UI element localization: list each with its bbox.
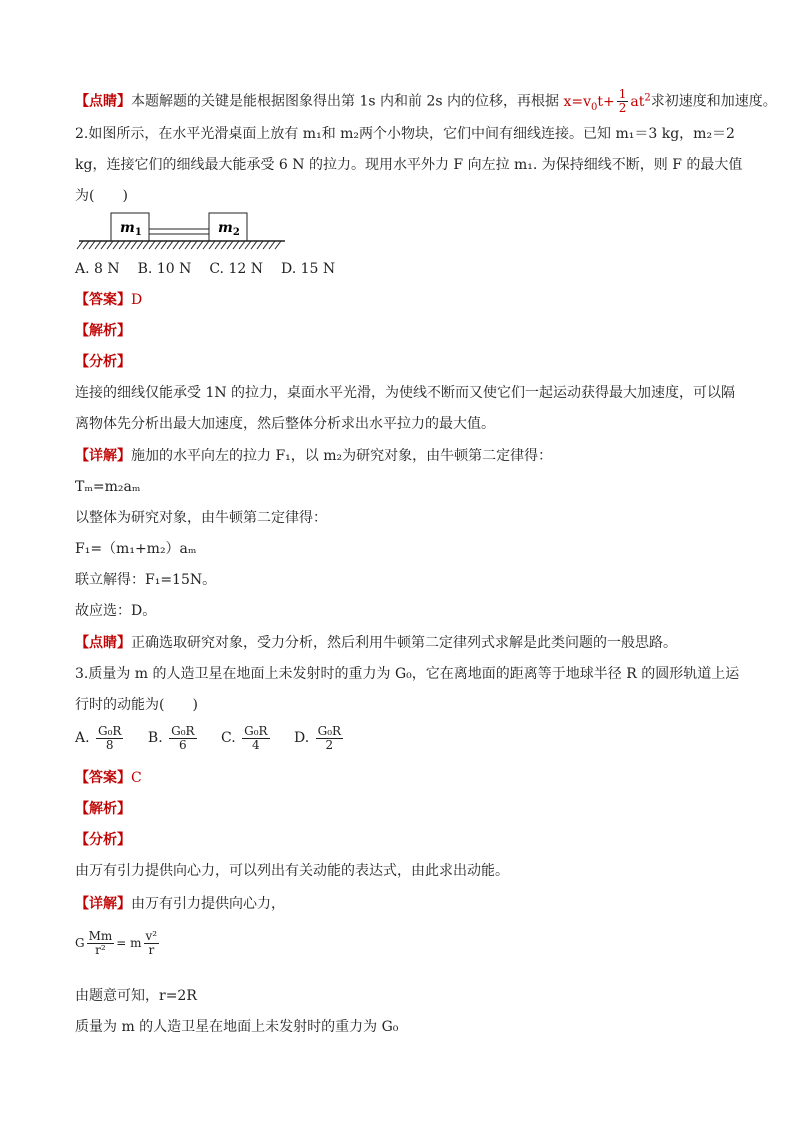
hatch-mark bbox=[155, 241, 161, 249]
q3-radius-line: 由题意可知，r=2R bbox=[75, 988, 197, 1004]
q3-fenxi-tag: 【分析】 bbox=[75, 832, 131, 848]
q3-option-a: A. $\frac{\text{G₀R}}{8}$ bbox=[75, 723, 122, 752]
q2-solve-line: 联立解得：F₁=15N。 bbox=[75, 572, 217, 588]
q1-formula-sub: 0 bbox=[590, 101, 598, 113]
q2-options bbox=[75, 259, 353, 279]
hatch-mark bbox=[143, 241, 149, 249]
q1-frac-num: 1 bbox=[618, 87, 627, 101]
hatch-mark bbox=[239, 241, 245, 249]
hatch-mark bbox=[185, 241, 191, 249]
q1-frac-den: 2 bbox=[618, 101, 627, 115]
q2-figure bbox=[75, 208, 290, 254]
hatch-mark bbox=[89, 241, 95, 249]
hatch-mark bbox=[137, 241, 143, 249]
q2-option-d: D. 15 N bbox=[280, 261, 336, 277]
q2-point-text: 正确选取研究对象，受力分析，然后利用牛顿第二定律列式求解是此类问题的一般思路。 bbox=[131, 635, 677, 651]
q2-choose-line: 故应选：D。 bbox=[75, 603, 157, 619]
q2-eq1: Tₘ=m₂aₘ bbox=[75, 479, 141, 495]
q1-formula-sup: 2 bbox=[644, 91, 651, 103]
hatch-mark bbox=[245, 241, 251, 249]
q2-detail-line1 bbox=[75, 446, 552, 466]
q3-answer-line bbox=[75, 768, 142, 788]
ground-hatch bbox=[77, 241, 281, 249]
hatch-mark bbox=[173, 241, 179, 249]
q1-point-tag: 【点睛】 bbox=[75, 93, 131, 110]
q1-point-line bbox=[75, 88, 777, 115]
q3-detail-text: 由万有引力提供向心力， bbox=[131, 896, 285, 912]
q3-answer-value: C bbox=[131, 770, 142, 786]
q2-answer-tag: 【答案】 bbox=[75, 292, 131, 308]
hatch-mark bbox=[119, 241, 125, 249]
q1-formula-lhs: x=v bbox=[563, 93, 591, 110]
q2-jiexi-tag: 【解析】 bbox=[75, 323, 131, 339]
hatch-mark bbox=[275, 241, 281, 249]
q3-formula-lhs: $\frac{Mm}{\text{r²}}$ bbox=[88, 929, 113, 957]
q2-eq2: F₁=（m₁+m₂）aₘ bbox=[75, 541, 197, 557]
q2-analysis-line1: 连接的细线仅能承受 1N 的拉力，桌面水平光滑，为使线不断而又使它们一起运动获得最大加速度，可以隔 bbox=[75, 385, 736, 401]
q1-formula bbox=[563, 87, 651, 115]
hatch-mark bbox=[125, 241, 131, 249]
hatch-mark bbox=[215, 241, 221, 249]
q2-stem-line2: kg，连接它们的细线最大能承受 6 N 的拉力。现用水平外力 F 向左拉 m₁. 为保持细线不断，则 F 的最大值 bbox=[75, 157, 743, 173]
q3-jiexi-tag: 【解析】 bbox=[75, 801, 131, 817]
q2-option-a: A. 8 N bbox=[75, 261, 120, 277]
q2-answer-value: D bbox=[131, 292, 143, 308]
q3-stem-line1: 3.质量为 m 的人造卫星在地面上未发射时的重力为 G₀，它在离地面的距离等于地球半径 R 的圆形轨道上运 bbox=[75, 666, 740, 682]
hatch-mark bbox=[197, 241, 203, 249]
q3-answer-tag: 【答案】 bbox=[75, 770, 131, 786]
q1-formula-at: at bbox=[630, 93, 645, 110]
hatch-mark bbox=[83, 241, 89, 249]
hatch-mark bbox=[107, 241, 113, 249]
hatch-mark bbox=[209, 241, 215, 249]
q3-option-c: C. $\frac{\text{G₀R}}{4}$ bbox=[221, 723, 268, 752]
hatch-mark bbox=[203, 241, 209, 249]
hatch-mark bbox=[191, 241, 197, 249]
hatch-mark bbox=[263, 241, 269, 249]
q1-formula-frac bbox=[617, 88, 629, 115]
q2-analysis-line2: 离物体先分析出最大加速度，然后整体分析求出水平拉力的最大值。 bbox=[75, 416, 495, 432]
q3-options bbox=[75, 722, 363, 754]
q3-stem-line2: 行时的动能为( ) bbox=[75, 697, 198, 713]
q2-option-b: B. 10 N bbox=[137, 261, 192, 277]
q2-answer-line bbox=[75, 290, 142, 310]
q2-stem-line1: 2.如图所示，在水平光滑桌面上放有 m₁和 m₂两个小物块，它们中间有细线连接。已知 m₁＝3 kg，m₂＝2 bbox=[75, 126, 735, 142]
q2-stem-line3: 为( ) bbox=[75, 188, 128, 204]
hatch-mark bbox=[161, 241, 167, 249]
hatch-mark bbox=[269, 241, 275, 249]
hatch-mark bbox=[101, 241, 107, 249]
q1-point-text-a: 本题解题的关键是能根据图象得出第 1s 内和前 2s 内的位移，再根据 bbox=[131, 93, 564, 110]
q1-formula-mid: t+ bbox=[597, 93, 615, 110]
q2-point-line bbox=[75, 633, 677, 653]
hatch-mark bbox=[167, 241, 173, 249]
q3-option-d: D. $\frac{\text{G₀R}}{2}$ bbox=[294, 723, 342, 752]
q2-fenxi-tag: 【分析】 bbox=[75, 354, 131, 370]
q3-formula-rhs: $\frac{\text{v²}}{r}$ bbox=[145, 929, 158, 957]
hatch-mark bbox=[221, 241, 227, 249]
q2-detail-tag: 【详解】 bbox=[75, 448, 131, 464]
hatch-mark bbox=[113, 241, 119, 249]
q3-formula-g: G bbox=[75, 936, 85, 950]
q3-analysis-line: 由万有引力提供向心力，可以列出有关动能的表达式，由此求出动能。 bbox=[75, 863, 509, 879]
hatch-mark bbox=[233, 241, 239, 249]
q3-formula bbox=[75, 926, 161, 960]
hatch-mark bbox=[251, 241, 257, 249]
q2-detail-text1: 施加的水平向左的拉力 F₁，以 m₂为研究对象，由牛顿第二定律得： bbox=[131, 448, 553, 464]
q3-detail-tag: 【详解】 bbox=[75, 896, 131, 912]
hatch-mark bbox=[179, 241, 185, 249]
hatch-mark bbox=[227, 241, 233, 249]
q1-point-text-b: 求初速度和加速度。 bbox=[650, 93, 777, 110]
q3-option-b: B. $\frac{\text{G₀R}}{6}$ bbox=[147, 723, 195, 752]
hatch-mark bbox=[77, 241, 83, 249]
q2-point-tag: 【点睛】 bbox=[75, 635, 131, 651]
block-m1-label: $m_1$ bbox=[120, 220, 142, 238]
block-m2-label: $m_2$ bbox=[218, 220, 240, 238]
q3-formula-eq: = m bbox=[116, 936, 142, 950]
q3-last-line: 质量为 m 的人造卫星在地面上未发射时的重力为 G₀ bbox=[75, 1019, 399, 1035]
hatch-mark bbox=[95, 241, 101, 249]
hatch-mark bbox=[257, 241, 263, 249]
hatch-mark bbox=[149, 241, 155, 249]
q2-detail-line2: 以整体为研究对象，由牛顿第二定律得： bbox=[75, 510, 327, 526]
hatch-mark bbox=[131, 241, 137, 249]
q2-option-c: C. 12 N bbox=[209, 261, 263, 277]
q3-detail-line bbox=[75, 894, 285, 914]
